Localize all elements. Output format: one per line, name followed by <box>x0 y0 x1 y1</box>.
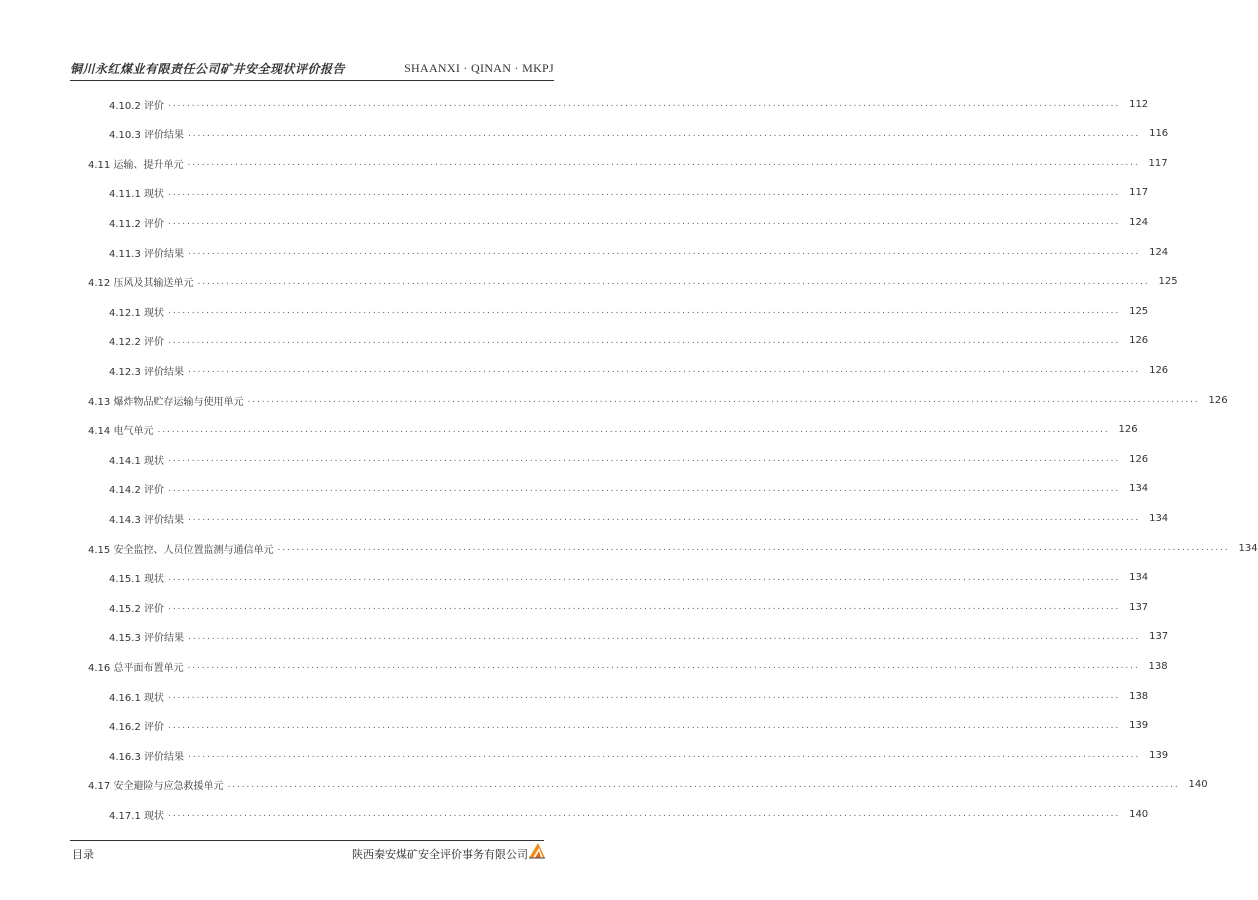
toc-subsection-entry[interactable] <box>109 805 1149 823</box>
toc-subsection-entry[interactable] <box>109 302 1149 320</box>
toc-section-entry[interactable] <box>88 273 1178 291</box>
toc-dot-leader: ........................................................................................................................................................................................................ <box>247 395 1200 405</box>
toc-subsection-entry[interactable] <box>109 450 1149 468</box>
report-title: 铜川永红煤业有限责任公司矿井安全现状评价报告 <box>70 62 346 76</box>
toc-dot-leader: ........................................................................................................................................................................................................ <box>188 128 1141 139</box>
toc-entry-label: 4.15 安全监控、人员位置监测与通信单元 <box>88 544 274 556</box>
toc-entry-label: 4.14.2 评价 <box>109 485 164 497</box>
toc-dot-leader: ........................................................................................................................................................................................................ <box>168 217 1121 228</box>
toc-entry-label: 4.12.2 评价 <box>109 337 164 349</box>
toc-page-number: 125 <box>1129 305 1149 317</box>
toc-entry-label: 4.12.1 现状 <box>109 307 164 319</box>
toc-entry-label: 4.15.3 评价结果 <box>109 633 184 645</box>
toc-dot-leader: ........................................................................................................................................................................................................ <box>188 631 1141 642</box>
toc-page-number: 134 <box>1149 512 1169 524</box>
toc-dot-leader: ........................................................................................................................................................................................................ <box>188 513 1141 524</box>
toc-dot-leader: ........................................................................................................................................................................................................ <box>168 691 1121 701</box>
toc-page-number: 139 <box>1149 749 1169 761</box>
toc-subsection-entry[interactable] <box>109 717 1149 735</box>
toc-page-number: 125 <box>1158 276 1178 288</box>
toc-entry-label: 4.11.1 现状 <box>109 189 164 201</box>
toc-section-entry[interactable] <box>88 154 1168 172</box>
toc-entry-label: 4.14.1 现状 <box>109 455 164 467</box>
toc-subsection-entry[interactable] <box>109 569 1149 587</box>
toc-page-number: 124 <box>1149 246 1169 258</box>
toc-dot-leader: ........................................................................................................................................................................................................ <box>168 306 1121 317</box>
toc-subsection-entry[interactable] <box>109 687 1149 705</box>
toc-subsection-entry[interactable] <box>109 184 1149 202</box>
toc-dot-leader: ........................................................................................................................................................................................................ <box>277 543 1230 553</box>
toc-section-entry[interactable] <box>88 421 1138 439</box>
toc-dot-leader: ........................................................................................................................................................................................................ <box>157 424 1110 435</box>
toc-subsection-entry[interactable] <box>109 332 1149 350</box>
toc-subsection-entry[interactable] <box>109 480 1149 498</box>
toc-page-number: 140 <box>1188 779 1208 791</box>
toc-entry-label: 4.11.3 评价结果 <box>109 248 184 260</box>
toc-page-number: 116 <box>1149 128 1169 140</box>
toc-page-number: 137 <box>1149 631 1169 643</box>
toc-subsection-entry[interactable] <box>109 95 1149 113</box>
toc-subsection-entry[interactable] <box>109 746 1169 764</box>
toc-page-number: 126 <box>1118 424 1138 436</box>
company-logo-icon <box>528 841 546 859</box>
toc-dot-leader: ........................................................................................................................................................................................................ <box>168 572 1121 583</box>
page-header <box>70 58 554 81</box>
footer-divider <box>70 840 544 841</box>
toc-subsection-entry[interactable] <box>109 243 1169 261</box>
toc-dot-leader: ........................................................................................................................................................................................................ <box>168 809 1121 820</box>
toc-subsection-entry[interactable] <box>109 598 1149 616</box>
toc-page-number: 126 <box>1129 453 1149 465</box>
toc-entry-label: 4.14.3 评价结果 <box>109 514 184 526</box>
toc-page-number: 134 <box>1129 572 1149 584</box>
toc-entry-label: 4.15.2 评价 <box>109 603 164 615</box>
toc-entry-label: 4.10.2 评价 <box>109 100 164 112</box>
toc-dot-leader: ........................................................................................................................................................................................................ <box>188 750 1141 761</box>
toc-entry-label: 4.16.3 评价结果 <box>109 751 184 763</box>
toc-dot-leader: ........................................................................................................................................................................................................ <box>188 247 1141 257</box>
toc-page-number: 138 <box>1129 690 1149 702</box>
toc-page-number: 124 <box>1129 216 1149 228</box>
toc-entry-label: 4.15.1 现状 <box>109 574 164 586</box>
toc-subsection-entry[interactable] <box>109 509 1169 527</box>
toc-entry-label: 4.16.1 现状 <box>109 692 164 704</box>
footer-section-label: 目录 <box>72 848 94 861</box>
toc-page-number: 112 <box>1129 98 1149 110</box>
toc-page-number: 117 <box>1148 157 1168 169</box>
toc-page-number: 126 <box>1208 394 1228 406</box>
toc-dot-leader: ........................................................................................................................................................................................................ <box>168 187 1121 198</box>
toc-page-number: 117 <box>1129 187 1149 199</box>
toc-entry-label: 4.16 总平面布置单元 <box>88 662 184 674</box>
toc-page-number: 138 <box>1148 660 1168 672</box>
footer-company-name: 陕西秦安煤矿安全评价事务有限公司 <box>352 848 528 861</box>
toc-page-number: 140 <box>1129 808 1149 820</box>
toc-entry-label: 4.12 压风及其输送单元 <box>88 278 194 290</box>
toc-entry-label: 4.11 运输、提升单元 <box>88 159 184 171</box>
toc-entry-label: 4.13 爆炸物品贮存运输与使用单元 <box>88 396 244 408</box>
toc-dot-leader: ........................................................................................................................................................................................................ <box>187 661 1140 672</box>
toc-dot-leader: ........................................................................................................................................................................................................ <box>168 602 1121 613</box>
toc-subsection-entry[interactable] <box>109 125 1169 143</box>
toc-section-entry[interactable] <box>88 391 1228 409</box>
toc-dot-leader: ........................................................................................................................................................................................................ <box>197 276 1150 287</box>
toc-entry-label: 4.16.2 评价 <box>109 722 164 734</box>
toc-page-number: 134 <box>1129 483 1149 495</box>
toc-dot-leader: ........................................................................................................................................................................................................ <box>168 720 1121 731</box>
toc-page-number: 134 <box>1238 542 1258 554</box>
toc-entry-label: 4.12.3 评价结果 <box>109 366 184 378</box>
report-code: SHAANXI · QINAN · MKPJ <box>404 61 554 75</box>
toc-entry-label: 4.10.3 评价结果 <box>109 130 184 142</box>
toc-page-number: 126 <box>1149 364 1169 376</box>
toc-subsection-entry[interactable] <box>109 213 1149 231</box>
toc-dot-leader: ........................................................................................................................................................................................................ <box>187 158 1140 169</box>
toc-subsection-entry[interactable] <box>109 628 1169 646</box>
toc-dot-leader: ........................................................................................................................................................................................................ <box>168 99 1121 109</box>
toc-dot-leader: ........................................................................................................................................................................................................ <box>168 483 1121 494</box>
toc-page-number: 126 <box>1129 335 1149 347</box>
toc-subsection-entry[interactable] <box>109 361 1169 379</box>
toc-entry-label: 4.17 安全避险与应急救援单元 <box>88 781 224 793</box>
toc-dot-leader: ........................................................................................................................................................................................................ <box>227 779 1180 790</box>
toc-page-number: 137 <box>1129 601 1149 613</box>
toc-entry-label: 4.17.1 现状 <box>109 810 164 822</box>
toc-dot-leader: ........................................................................................................................................................................................................ <box>168 335 1121 346</box>
toc-entry-label: 4.11.2 评价 <box>109 218 164 230</box>
toc-section-entry[interactable] <box>88 539 1258 557</box>
toc-section-entry[interactable] <box>88 657 1168 675</box>
toc-dot-leader: ........................................................................................................................................................................................................ <box>168 454 1121 465</box>
toc-page-number: 139 <box>1129 720 1149 732</box>
toc-dot-leader: ........................................................................................................................................................................................................ <box>188 365 1141 376</box>
toc-section-entry[interactable] <box>88 776 1208 794</box>
toc-entry-label: 4.14 电气单元 <box>88 426 154 438</box>
